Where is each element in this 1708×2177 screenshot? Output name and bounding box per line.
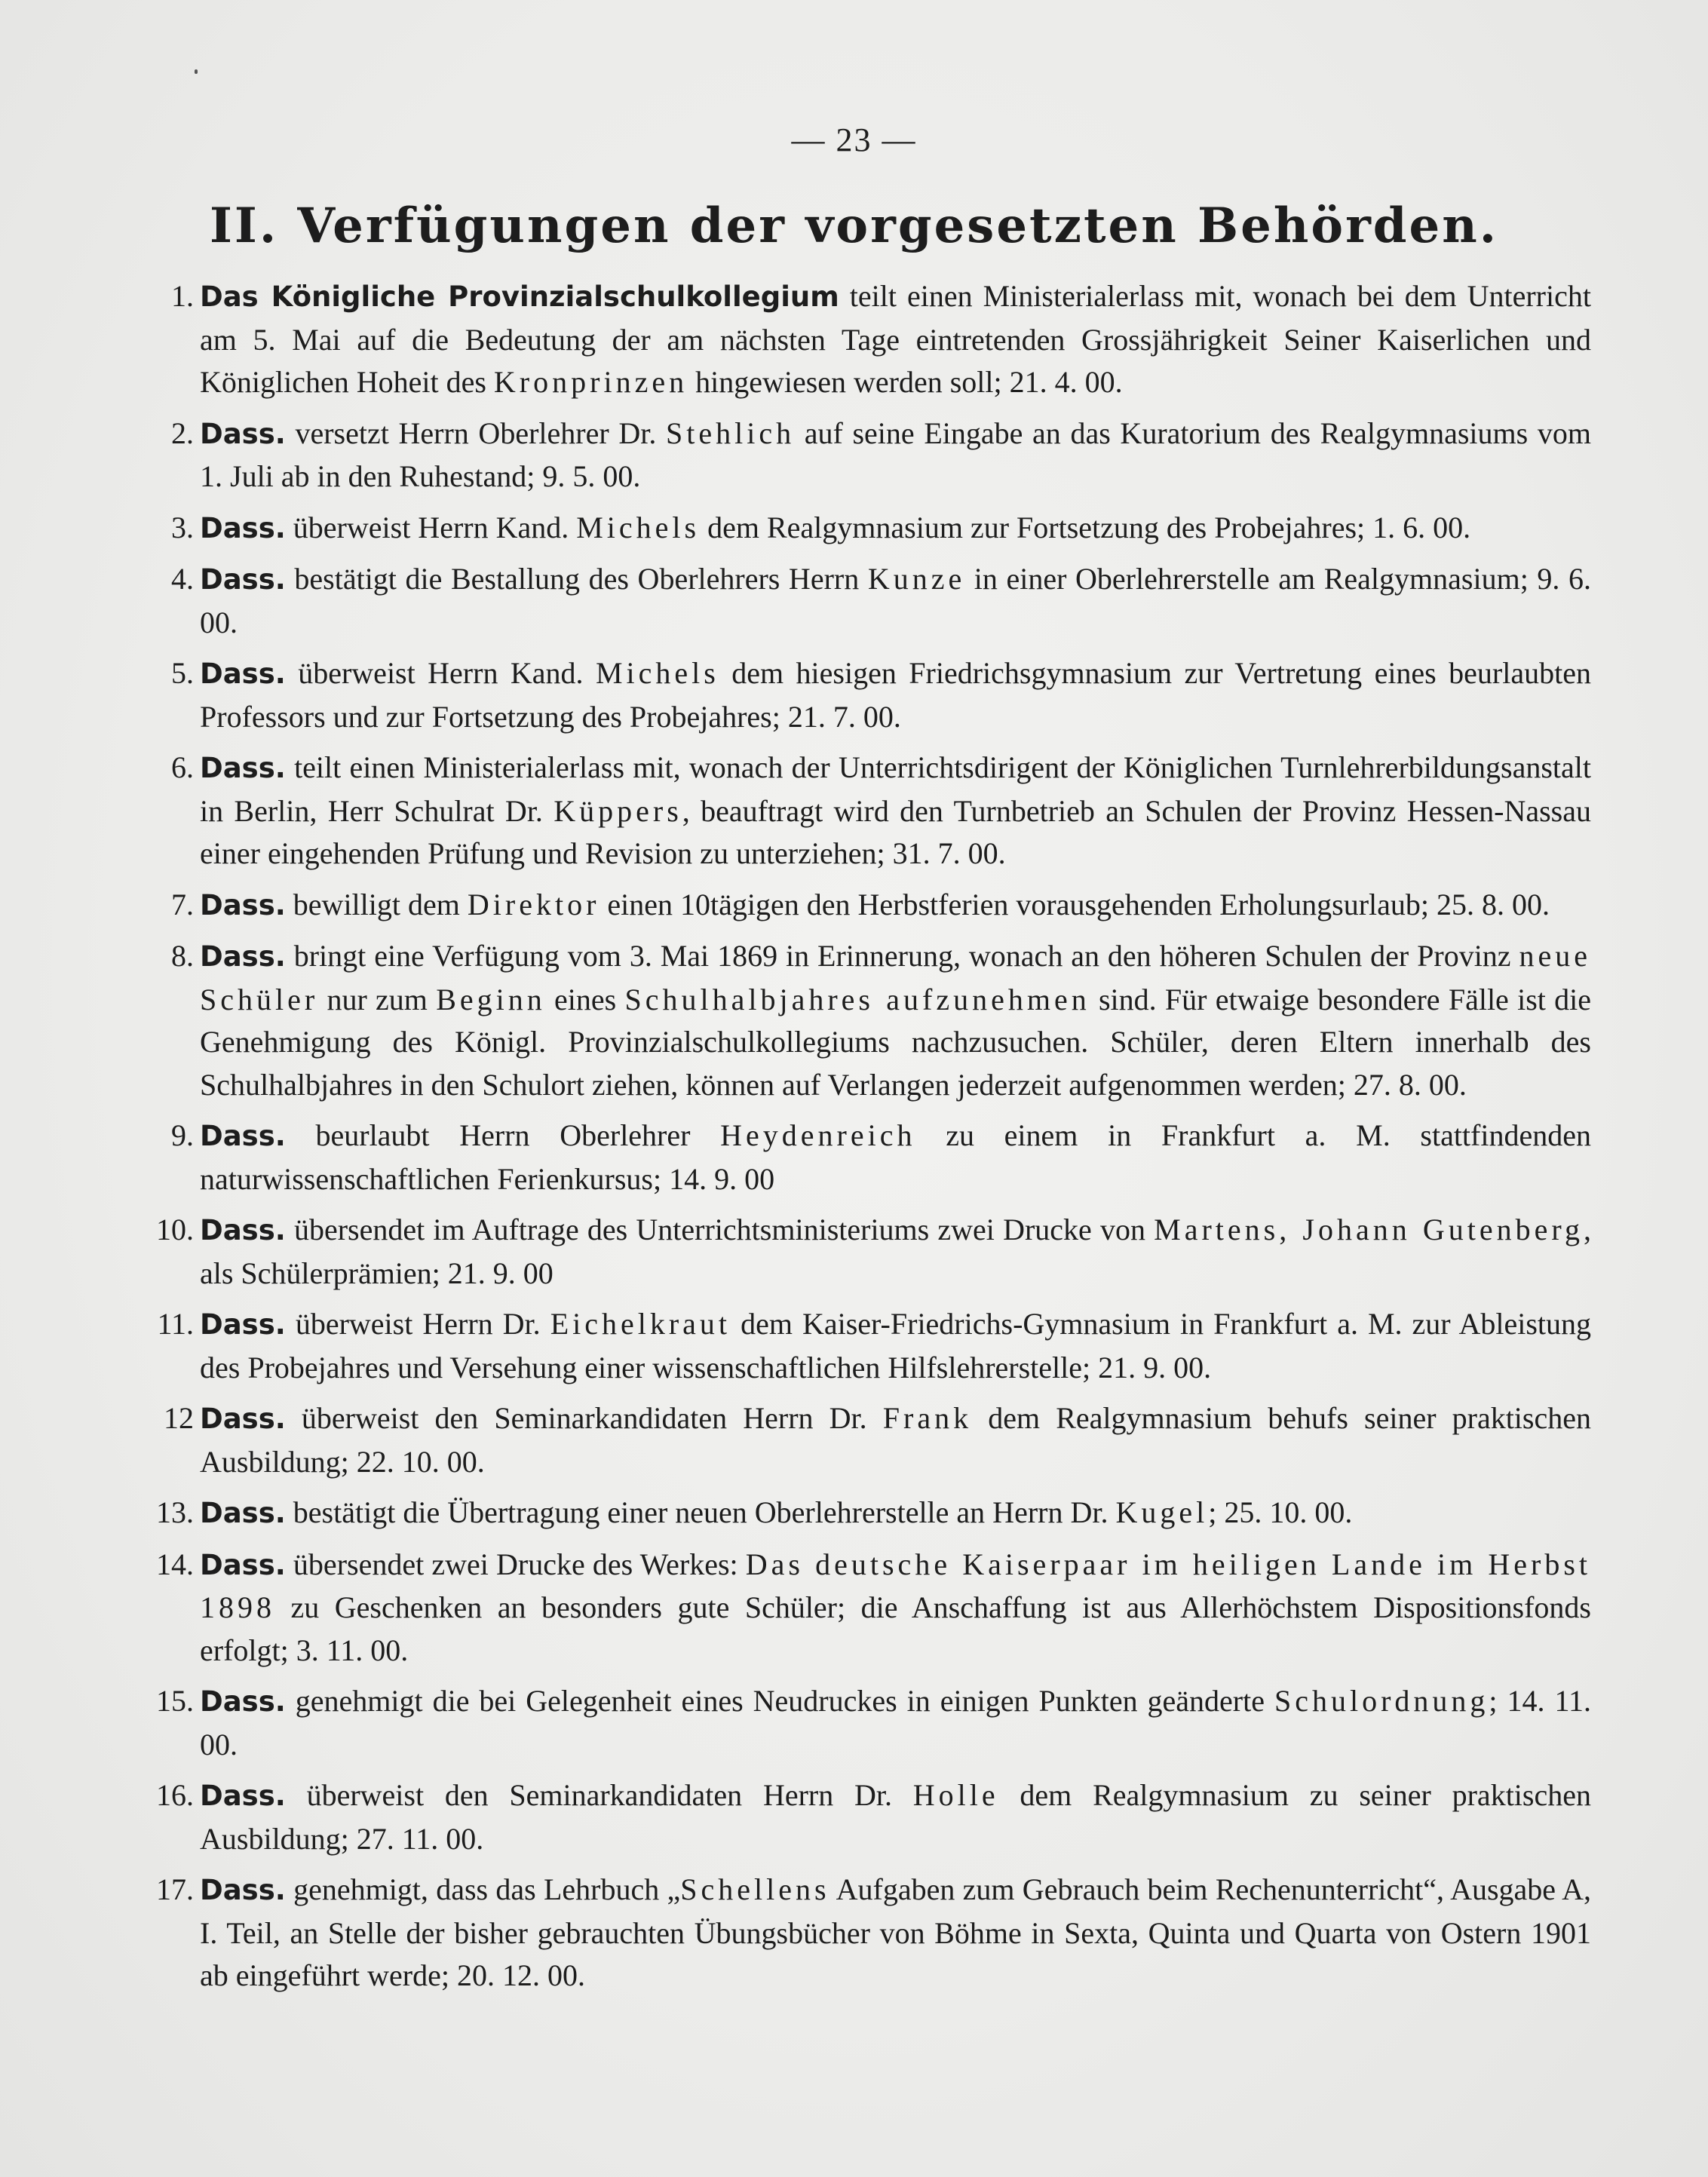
decree-entry	[143, 935, 1591, 1106]
decree-entry	[143, 1209, 1591, 1295]
entry-number: 16.	[156, 1778, 194, 1812]
entry-text: teilt einen Ministerialerlass mit, wonach der Unterrichtsdirigent der Königlichen Turnlehrerbildungsanstalt in Berlin, Herr Schulrat Dr.	[200, 750, 1591, 828]
decree-entry	[143, 652, 1591, 738]
entry-text: genehmigt, dass das Lehrbuch „	[285, 1872, 681, 1906]
entry-authority: Dass.	[200, 1685, 286, 1718]
entry-spaced-name: Michels	[595, 656, 719, 690]
ink-speck	[195, 69, 198, 74]
entry-text: zu einem in Frankfurt a. M. stattfindenden naturwissenschaftlichen Ferienkursus; 14. 9. 00	[200, 1118, 1591, 1196]
entry-authority: Dass.	[200, 563, 286, 596]
entry-text: einen 10tägigen den Herbstferien vorausgehenden Erholungsurlaub; 25. 8. 00.	[599, 887, 1550, 921]
entry-text: ; 25. 10. 00.	[1208, 1495, 1353, 1529]
entry-number: 12	[164, 1401, 194, 1435]
entry-authority: Das Königliche Provinzialschulkollegium	[200, 281, 839, 313]
entry-authority: Dass.	[200, 1874, 286, 1906]
entry-spaced-name: Michels	[576, 510, 701, 544]
entry-text: eines	[545, 982, 625, 1016]
entry-text: sind. Für etwaige besondere Fälle ist die Genehmigung des Königl. Provinzialschulkollegiums nachzusuchen. Schüler, deren Eltern innerhalb des Schulhalbjahres in den Schulort ziehen, können auf Verlangen jederzeit aufgenommen werden; 27. 8. 00.	[200, 982, 1592, 1102]
decree-entry	[143, 1397, 1591, 1483]
entry-authority: Dass.	[200, 1120, 286, 1152]
entry-text: überweist Herrn Dr.	[285, 1307, 550, 1341]
entry-text: zu Geschenken an besonders gute Schüler; die Anschaffung ist aus Allerhöchstem Dispositionsfonds erfolgt; 3. 11. 00.	[200, 1590, 1591, 1667]
entry-spaced-name: Eichelkraut	[550, 1307, 731, 1341]
entry-text: , beauftragt wird den Turnbetrieb an Schulen der Provinz Hessen-Nassau einer eingehenden Prüfung und Revision zu unterziehen; 31. 7. 00.	[200, 793, 1591, 870]
decree-entry	[143, 1492, 1591, 1535]
entry-number: 9.	[171, 1118, 194, 1152]
entry-text: genehmigt die bei Gelegenheit eines Neudruckes in einigen Punkten geänderte	[285, 1684, 1274, 1718]
entry-spaced-name: Frank	[882, 1401, 973, 1435]
entry-text: überweist den Seminarkandidaten Herrn Dr.	[285, 1401, 883, 1435]
entry-text: überweist den Seminarkandidaten Herrn Dr.	[285, 1778, 913, 1812]
entry-text: überweist Herrn Kand.	[285, 510, 577, 544]
decree-entry	[143, 1303, 1591, 1389]
entry-number: 7.	[171, 887, 194, 921]
entry-spaced-name: Schulordnung	[1274, 1684, 1489, 1718]
entry-authority: Dass.	[200, 888, 286, 921]
entry-text: hingewiesen werden soll; 21. 4. 00.	[688, 365, 1123, 399]
decree-entry	[143, 1774, 1591, 1860]
entry-text: dem hiesigen Friedrichsgymnasium zur Vertretung eines beurlaubten Professors und zur Fortsetzung des Probejahres; 21. 7. 00.	[200, 656, 1591, 734]
entry-text: dem Kaiser-Friedrichs-Gymnasium in Frankfurt a. M. zur Ableistung des Probejahres und Versehung einer wissenschaftlichen Hilfslehrerstelle; 21. 9. 00.	[200, 1307, 1591, 1384]
entry-spaced-name: Kugel	[1115, 1495, 1209, 1529]
entry-text: ; 14. 11. 00.	[200, 1684, 1591, 1762]
entry-number: 15.	[156, 1684, 194, 1718]
entry-authority: Dass.	[200, 752, 286, 784]
entry-authority: Dass.	[200, 1214, 286, 1246]
entry-text: versetzt Herrn Oberlehrer Dr.	[285, 415, 666, 450]
entry-text: überweist Herrn Kand.	[285, 656, 596, 690]
entry-spaced-name: Heydenreich	[720, 1118, 916, 1152]
entry-authority: Dass.	[200, 1308, 286, 1341]
entry-spaced-name: neue Schüler	[200, 939, 1591, 1016]
entry-text: nur zum	[318, 982, 437, 1016]
entry-authority: Dass.	[200, 1403, 286, 1435]
entry-text: dem Realgymnasium zu seiner praktischen Ausbildung; 27. 11. 00.	[200, 1778, 1591, 1856]
entry-spaced-name: Schellens	[680, 1872, 830, 1906]
entry-authority: Dass.	[200, 417, 286, 450]
decree-entry	[143, 275, 1591, 404]
decree-entry	[143, 1115, 1591, 1200]
decree-entry	[143, 1544, 1591, 1673]
entry-spaced-name: Schulhalbjahres aufzunehmen	[624, 982, 1090, 1016]
entry-spaced-name: Kronprinzen	[493, 365, 688, 399]
entry-number: 14.	[156, 1547, 194, 1581]
decree-entry	[143, 558, 1591, 644]
entry-spaced-name: Martens, Johann Gutenberg	[1154, 1213, 1584, 1246]
entry-text: dem Realgymnasium behufs seiner praktischen Ausbildung; 22. 10. 00.	[200, 1401, 1591, 1479]
decree-entry	[143, 412, 1591, 498]
entry-authority: Dass.	[200, 1548, 286, 1581]
entry-text: bringt eine Verfügung vom 3. Mai 1869 in Erinnerung, wonach an den höheren Schulen der Provinz	[285, 939, 1519, 973]
entry-text: übersendet im Auftrage des Unterrichtsministeriums zwei Drucke von	[285, 1213, 1155, 1246]
entry-text: teilt einen Ministerialerlass mit, wonach bei dem Unterricht am 5. Mai auf die Bedeutung der am nächsten Tage eintretenden Grossjährigkeit Seiner Kaiserlichen und Königlichen Hoheit des	[200, 279, 1591, 399]
entry-text: dem Realgymnasium zur Fortsetzung des Probejahres; 1. 6. 00.	[700, 510, 1471, 544]
entry-text: auf seine Eingabe an das Kuratorium des Realgymnasiums vom 1. Juli ab in den Ruhestand; 9. 5. 00.	[200, 415, 1591, 493]
section-heading: II. Verfügungen der vorgesetzten Behörden.	[209, 198, 1499, 254]
entry-number: 8.	[171, 939, 194, 973]
entry-spaced-name: Küppers	[553, 793, 682, 828]
entry-authority: Dass.	[200, 1780, 286, 1812]
entry-spaced-name: Beginn	[436, 982, 546, 1016]
entry-spaced-name: Holle	[912, 1778, 999, 1812]
entry-number: 4.	[171, 562, 194, 596]
entry-text: Aufgaben zum Gebrauch beim Rechenunterricht“, Ausgabe A, I. Teil, an Stelle der bisher gebrauchten Übungsbücher von Böhme in Sexta, Quinta und Quarta von Ostern 1901 ab eingeführt werde; 20. 12. 00.	[200, 1872, 1591, 1992]
entry-text: beurlaubt Herrn Oberlehrer	[285, 1118, 721, 1152]
entry-spaced-name: Kunze	[867, 562, 966, 596]
decree-entry	[143, 747, 1591, 875]
entry-number: 6.	[171, 750, 194, 784]
entry-text: übersendet zwei Drucke des Werkes:	[285, 1547, 746, 1581]
entry-number: 3.	[171, 510, 194, 544]
entry-number: 13.	[156, 1495, 194, 1529]
page-number: — 23 —	[791, 121, 917, 158]
decree-entry	[143, 1869, 1591, 1998]
decree-entry	[143, 1680, 1591, 1766]
decree-entry	[143, 507, 1591, 550]
entry-authority: Dass.	[200, 940, 286, 973]
entry-number: 5.	[171, 656, 194, 690]
entry-authority: Dass.	[200, 511, 286, 544]
entry-text: bewilligt dem	[285, 887, 468, 921]
entry-text: bestätigt die Übertragung einer neuen Oberlehrerstelle an Herrn Dr.	[285, 1495, 1116, 1529]
entry-spaced-name: Stehlich	[665, 415, 796, 450]
entry-authority: Dass.	[200, 658, 286, 690]
entry-authority: Dass.	[200, 1497, 286, 1529]
entry-text: in einer Oberlehrerstelle am Realgymnasium; 9. 6. 00.	[200, 562, 1591, 639]
entry-number: 2.	[171, 415, 194, 450]
decree-list	[143, 275, 1591, 2006]
entry-spaced-name: Direktor	[467, 887, 600, 921]
entry-number: 1.	[171, 279, 194, 313]
entry-spaced-name: Das deutsche Kaiserpaar im heiligen Lande im Herbst 1898	[200, 1547, 1592, 1624]
entry-number: 11.	[157, 1307, 194, 1341]
entry-number: 17.	[156, 1872, 194, 1906]
entry-text: , als Schülerprämien; 21. 9. 00	[200, 1213, 1591, 1290]
decree-entry	[143, 884, 1591, 928]
entry-number: 10.	[156, 1213, 194, 1246]
entry-text: bestätigt die Bestallung des Oberlehrers Herrn	[285, 562, 868, 596]
